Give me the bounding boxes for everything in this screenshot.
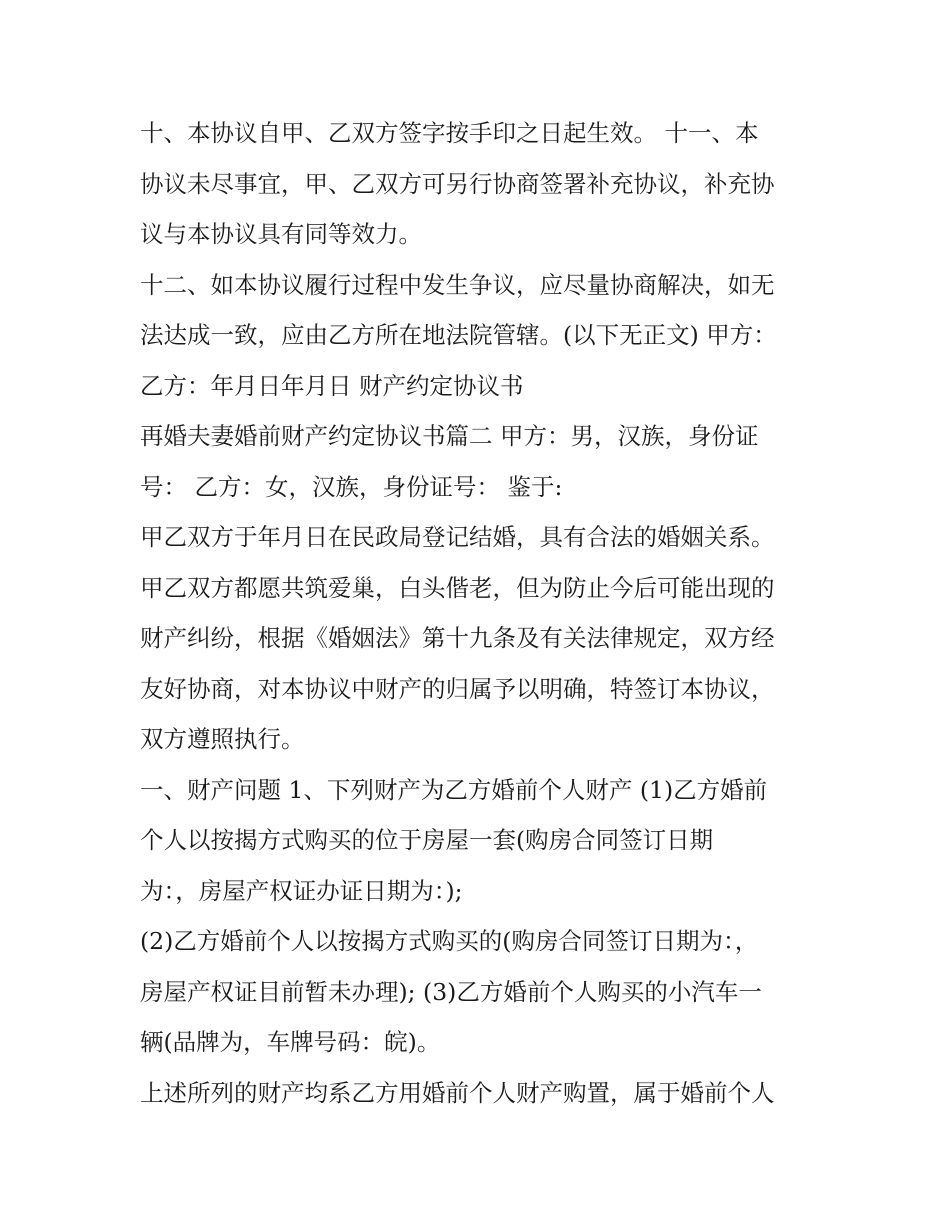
text-line: 个人以按揭方式购买的位于房屋一套(购房合同签订日期	[140, 826, 714, 854]
text-line: 一、财产问题 1、下列财产为乙方婚前个人财产 (1)乙方婚前	[140, 775, 768, 804]
text-line: 十二、如本协议履行过程中发生争议，应尽量协商解决，如无	[140, 270, 775, 299]
text-line: 十、本协议自甲、乙双方签字按手印之日起生效。 十一、本	[140, 119, 759, 147]
document-body	[140, 108, 820, 1118]
text-line: 财产纠纷，根据《婚姻法》第十九条及有关法律规定，双方经	[140, 624, 775, 652]
text-line: 法达成一致，应由乙方所在地法院管辖。(以下无正文) 甲方：	[140, 321, 777, 349]
text-line: (2)乙方婚前个人以按揭方式购买的(购房合同签订日期为：，	[140, 927, 759, 955]
text-line: 再婚夫妻婚前财产约定协议书篇二 甲方：男，汉族，身份证	[140, 422, 759, 450]
text-line: 辆(品牌为，车牌号码：皖)。	[140, 1028, 441, 1056]
text-line: 议与本协议具有同等效力。	[140, 220, 422, 248]
text-line: 双方遵照执行。	[140, 725, 305, 753]
text-line: 乙方：年月日年月日 财产约定协议书	[140, 371, 524, 400]
text-line: 号： 乙方：女，汉族，身份证号： 鉴于:	[140, 472, 563, 501]
text-line: 甲乙双方都愿共筑爱巢，白头偕老，但为防止今后可能出现的	[140, 573, 775, 602]
text-line: 协议未尽事宜，甲、乙双方可另行协商签署补充协议，补充协	[140, 169, 775, 198]
text-line: 上述所列的财产均系乙方用婚前个人财产购置，属于婚前个人	[140, 1078, 775, 1107]
text-line: 房屋产权证目前暂未办理); (3)乙方婚前个人购买的小汽车一	[140, 977, 762, 1006]
text-line: 为：，房屋产权证办证日期为：);	[140, 876, 463, 905]
text-line: 甲乙双方于年月日在民政局登记结婚，具有合法的婚姻关系。	[140, 523, 775, 551]
text-line: 友好协商，对本协议中财产的归属予以明确，特签订本协议，	[140, 674, 775, 703]
